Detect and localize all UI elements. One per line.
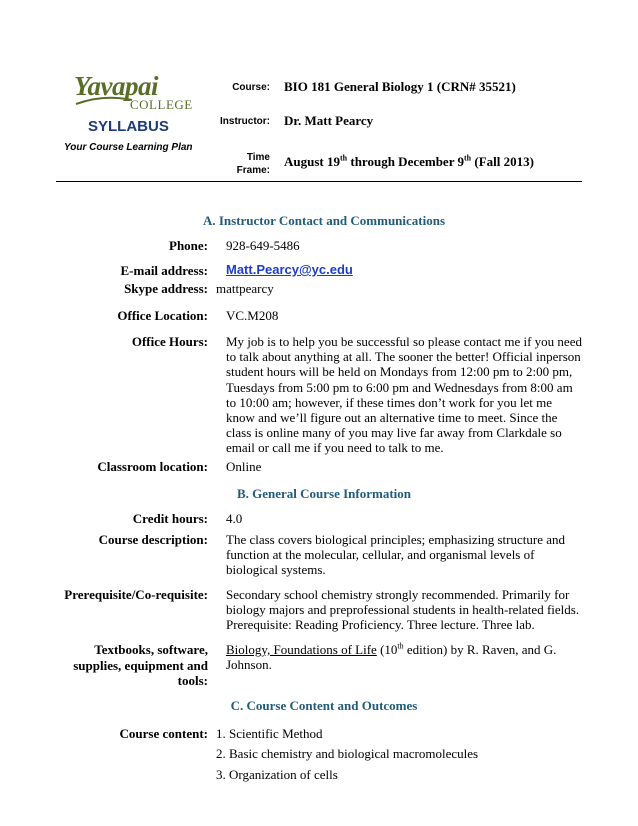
section-b-title: B. General Course Information [236, 486, 412, 501]
classroom-location-value: Online [226, 459, 262, 474]
credit-hours-label: Credit hours: [132, 511, 208, 526]
instructor-value: Dr. Matt Pearcy [284, 113, 374, 128]
office-location-value: VC.M208 [226, 308, 279, 323]
prerequisite-label: Prerequisite/Co-requisite: [64, 587, 208, 602]
classroom-location-label: Classroom location: [97, 459, 208, 474]
yavapai-college-logo [74, 71, 193, 112]
logo-college-text: COLLEGE [130, 97, 193, 112]
course-description-value: The class covers biological principles; emphasizing structure and function at the molecular, cellular, and organismal levels of biological systems. [226, 532, 565, 577]
instructor-label: Instructor: [220, 116, 270, 127]
time-frame-value: August 19th through December 9th (Fall 2013) [284, 153, 534, 169]
skype-value: mattpearcy [216, 281, 274, 296]
section-c-title: C. Course Content and Outcomes [230, 698, 418, 713]
course-value: BIO 181 General Biology 1 (CRN# 35521) [284, 79, 516, 94]
logo-wordmark: Yavapai [74, 71, 158, 101]
course-description-label: Course description: [98, 532, 208, 547]
syllabus-title: SYLLABUS [88, 118, 169, 135]
learning-plan-subtitle: Your Course Learning Plan [64, 142, 193, 153]
time-frame-label: Time Frame: [236, 152, 270, 176]
credit-hours-value: 4.0 [226, 511, 243, 526]
course-label: Course: [232, 82, 270, 93]
prerequisite-value: Secondary school chemistry strongly recommended. Primarily for biology majors and preprofessional students in health-related fields. Prerequisite: Reading Proficiency. Three lecture. Three lab. [226, 587, 580, 632]
office-hours-value: My job is to help you be successful so please contact me if you need to talk about anything at all. The sooner the better! Official inperson student hours will be held on Mondays from 12:00 pm to 2:00 pm, Tuesdays from 5:00 pm to 6:00 pm and Wednesdays from 8:00 am to 10:00 am; however, if these times don’t work for you let me know and we’ll figure out an alternative time to meet. Since the class is online many of you may live far away from Clarkdale so email or call me if you need to talk to me. [226, 334, 582, 456]
textbook-title: Biology, Foundations of Life [226, 642, 377, 657]
content-item: 1. Scientific Method [216, 726, 323, 741]
phone-value: 928-649-5486 [226, 238, 300, 253]
textbooks-value: Biology, Foundations of Life (10th edition) by R. Raven, and G. Johnson. [226, 641, 557, 672]
office-hours-label: Office Hours: [131, 334, 208, 349]
textbooks-label: Textbooks, software, supplies, equipment and tools: [73, 642, 208, 688]
skype-label: Skype address: [124, 281, 208, 296]
section-a-title: A. Instructor Contact and Communications [202, 213, 446, 228]
office-location-label: Office Location: [117, 308, 208, 323]
content-item: 2. Basic chemistry and biological macromolecules [216, 746, 479, 761]
email-label: E-mail address: [120, 263, 208, 278]
content-item: 3. Organization of cells [216, 767, 338, 782]
email-link[interactable]: Matt.Pearcy@yc.edu [226, 262, 353, 277]
course-content-label: Course content: [119, 726, 208, 741]
logo-swoosh-icon [74, 96, 134, 106]
header-divider [56, 181, 582, 182]
phone-label: Phone: [169, 238, 208, 253]
